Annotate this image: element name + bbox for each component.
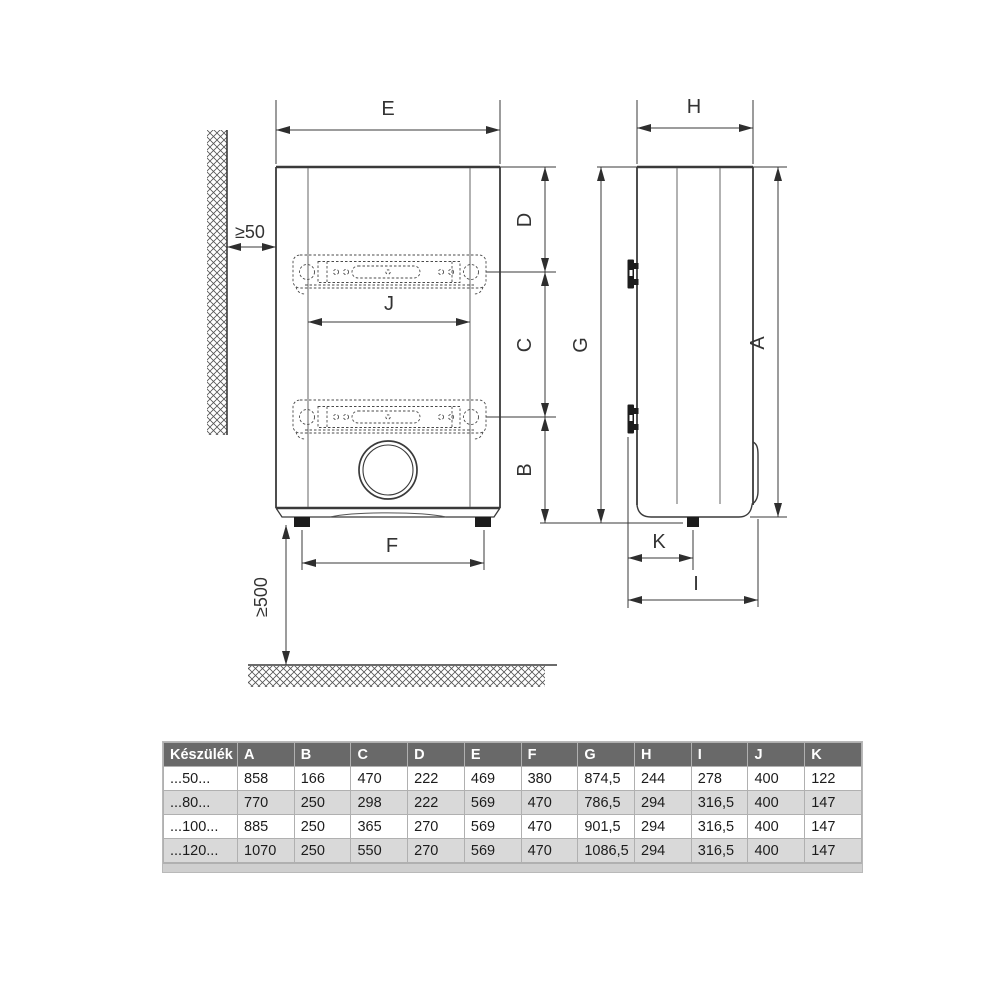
table-cell: 400 (748, 767, 805, 791)
access-cover-circle (359, 441, 417, 499)
dimension-I-label: I (693, 573, 699, 595)
table-cell: 278 (691, 767, 748, 791)
table-cell: 316,5 (691, 839, 748, 863)
column-header: Készülék (164, 743, 238, 767)
column-header: K (805, 743, 862, 767)
table-row (164, 839, 862, 863)
dimension-E-label: E (381, 98, 395, 120)
side-foot (687, 517, 699, 527)
table-cell: 1070 (238, 839, 295, 863)
table-row (164, 767, 862, 791)
table-cell: 470 (521, 839, 578, 863)
table-row (164, 791, 862, 815)
table-cell: 400 (748, 791, 805, 815)
table-cell: 270 (408, 839, 465, 863)
table-cell: 294 (635, 815, 692, 839)
table-cell: 294 (635, 791, 692, 815)
table-cell: 294 (635, 839, 692, 863)
table-cell: 858 (238, 767, 295, 791)
table-cell: 885 (238, 815, 295, 839)
table-cell: 222 (408, 767, 465, 791)
table-cell: 470 (351, 767, 408, 791)
column-header: I (691, 743, 748, 767)
table-cell: 147 (805, 815, 862, 839)
table-row (164, 815, 862, 839)
column-header: H (635, 743, 692, 767)
table-cell: 470 (521, 815, 578, 839)
table-cell: 874,5 (578, 767, 635, 791)
column-header: E (464, 743, 521, 767)
column-header: B (294, 743, 351, 767)
table-cell: ...80... (164, 791, 238, 815)
dimension-table-frame (162, 741, 863, 873)
front-feet (294, 517, 491, 527)
table-cell: 469 (464, 767, 521, 791)
table-cell: 569 (464, 815, 521, 839)
dimension-C-label: C (514, 337, 536, 353)
table-cell: 122 (805, 767, 862, 791)
table-cell: ...100... (164, 815, 238, 839)
table-cell: 380 (521, 767, 578, 791)
dimension-K-label: K (652, 531, 666, 553)
table-cell: 470 (521, 791, 578, 815)
table-cell: ...120... (164, 839, 238, 863)
floor-hatch (248, 665, 557, 687)
table-cell: 365 (351, 815, 408, 839)
table-frame-bottom (163, 863, 862, 872)
table-cell: 569 (464, 839, 521, 863)
table-cell: 400 (748, 839, 805, 863)
table-cell: 298 (351, 791, 408, 815)
column-header: G (578, 743, 635, 767)
column-header: D (408, 743, 465, 767)
dimension-J-label: J (384, 293, 394, 315)
table-cell: 901,5 (578, 815, 635, 839)
mounting-rail-lower (293, 400, 486, 439)
table-cell: 770 (238, 791, 295, 815)
table-cell: 166 (294, 767, 351, 791)
table-cell: ...50... (164, 767, 238, 791)
column-header: F (521, 743, 578, 767)
table-cell: 1086,5 (578, 839, 635, 863)
wall-clearance-label: ≥50 (235, 222, 265, 242)
table-cell: 244 (635, 767, 692, 791)
table-cell: 147 (805, 839, 862, 863)
column-header: A (238, 743, 295, 767)
floor-clearance-label: ≥500 (251, 577, 271, 617)
table-cell: 569 (464, 791, 521, 815)
dimension-table (163, 742, 862, 863)
table-cell: 147 (805, 791, 862, 815)
table-header-row (164, 743, 862, 767)
table-cell: 222 (408, 791, 465, 815)
dimension-F-label: F (385, 535, 399, 557)
dimension-H-label: H (686, 96, 702, 118)
dimension-G-label: G (570, 337, 592, 353)
table-cell: 316,5 (691, 815, 748, 839)
column-header: J (748, 743, 805, 767)
table-cell: 250 (294, 815, 351, 839)
mounting-rail-upper (293, 255, 486, 294)
column-header: C (351, 743, 408, 767)
dimension-A-label: A (747, 336, 769, 350)
dimension-B-label: B (514, 463, 536, 477)
table-cell: 786,5 (578, 791, 635, 815)
dimension-B (540, 417, 683, 523)
table-cell: 250 (294, 839, 351, 863)
wall-hatch (207, 130, 227, 435)
table-cell: 550 (351, 839, 408, 863)
table-cell: 250 (294, 791, 351, 815)
table-cell: 270 (408, 815, 465, 839)
table-cell: 316,5 (691, 791, 748, 815)
dimension-D-label: D (514, 212, 536, 228)
table-cell: 400 (748, 815, 805, 839)
